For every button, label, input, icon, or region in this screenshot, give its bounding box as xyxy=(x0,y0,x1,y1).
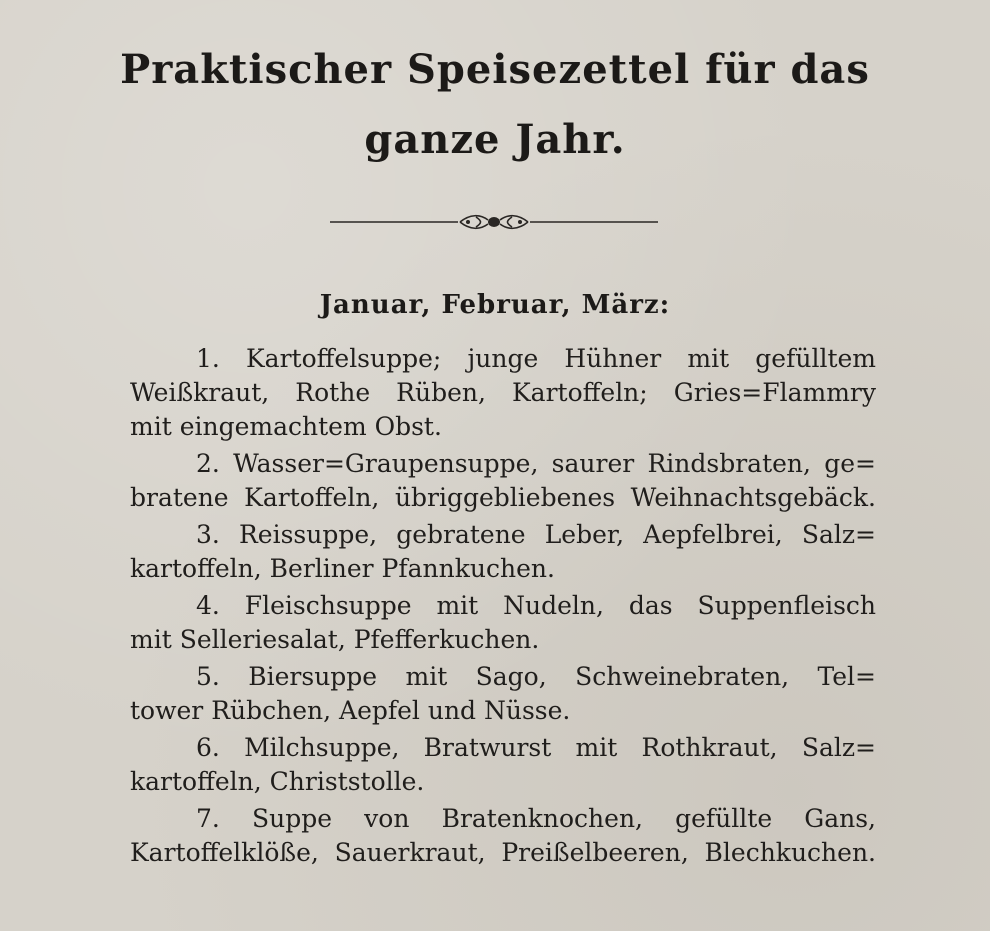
decorative-divider xyxy=(330,211,658,233)
menu-line: bratene Kartoffeln, übriggebliebenes Weihnachtsgebäck. xyxy=(130,483,876,512)
menu-line: Weißkraut, Rothe Rüben, Kartoffeln; Gries=Flammry xyxy=(130,378,876,407)
menu-line: kartoffeln, Berliner Pfannkuchen. xyxy=(130,554,555,583)
menu-line: 7. Suppe von Bratenknochen, gefüllte Gans, xyxy=(196,804,876,833)
menu-line: 3. Reissuppe, gebratene Leber, Aepfelbrei, Salz= xyxy=(196,520,876,549)
section-heading: Januar, Februar, März: xyxy=(319,290,671,320)
menu-line: kartoffeln, Christstolle. xyxy=(130,767,425,796)
menu-line: 1. Kartoffelsuppe; junge Hühner mit gefülltem xyxy=(196,344,876,373)
menu-line: 5. Biersuppe mit Sago, Schweinebraten, Tel= xyxy=(196,662,876,691)
menu-line: 4. Fleischsuppe mit Nudeln, das Suppenfleisch xyxy=(196,591,876,620)
menu-line: tower Rübchen, Aepfel und Nüsse. xyxy=(130,696,571,725)
page-title-line-2: ganze Jahr. xyxy=(364,116,626,163)
menu-line: mit eingemachtem Obst. xyxy=(130,412,442,441)
menu-line: Kartoffelklöße, Sauerkraut, Preißelbeeren, Blechkuchen. xyxy=(130,838,876,867)
page-title-line-1: Praktischer Speisezettel für das xyxy=(120,46,870,93)
menu-line: 6. Milchsuppe, Bratwurst mit Rothkraut, Salz= xyxy=(196,733,876,762)
menu-line: mit Selleriesalat, Pfefferkuchen. xyxy=(130,625,540,654)
menu-line: 2. Wasser=Graupensuppe, saurer Rindsbraten, ge= xyxy=(196,449,876,478)
